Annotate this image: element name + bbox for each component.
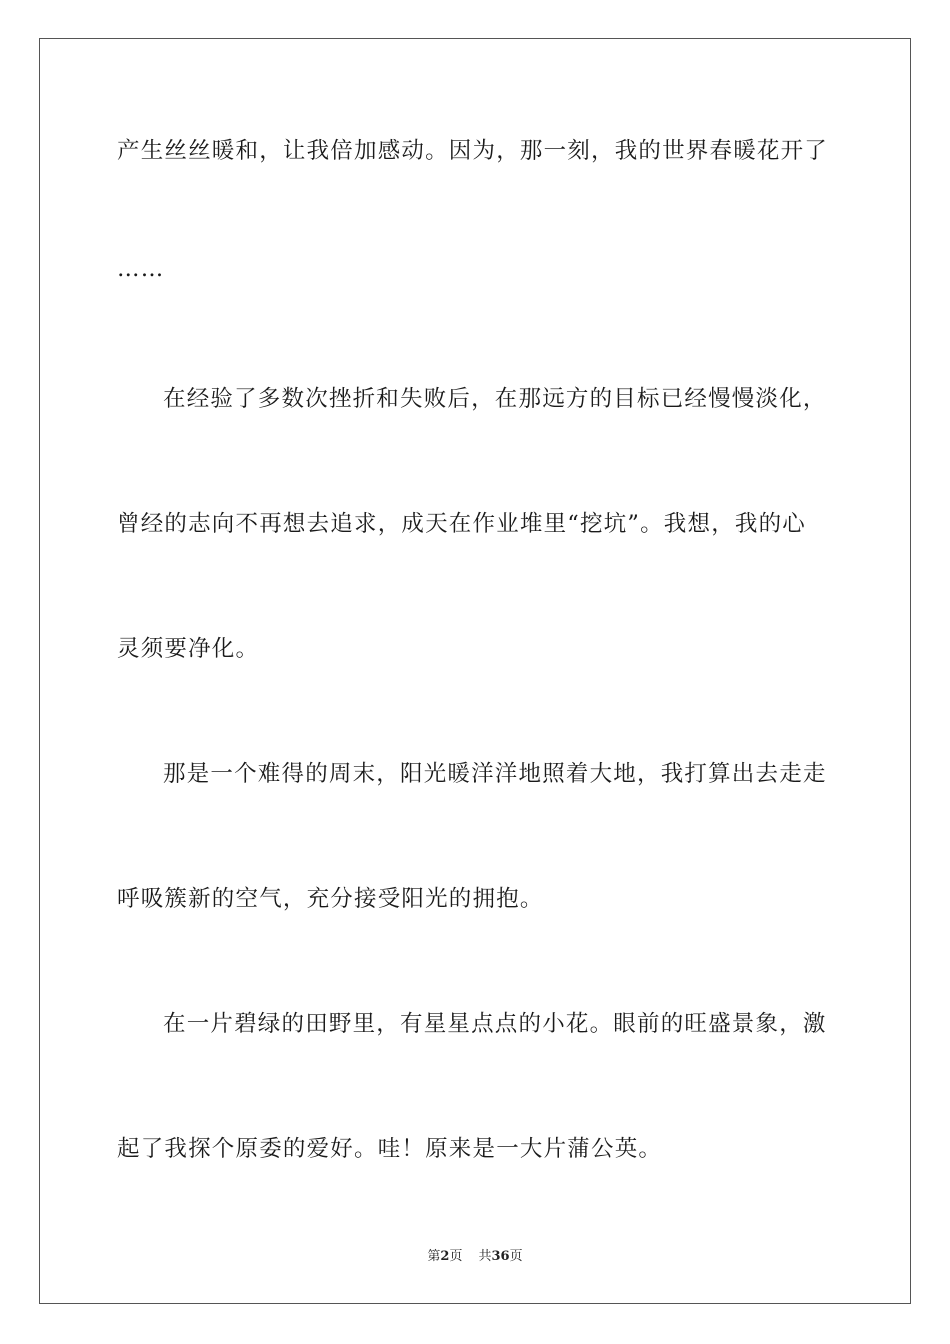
total-pages: 36 bbox=[491, 1249, 510, 1264]
paragraph-line-2: …… bbox=[117, 256, 165, 282]
paragraph-line-6: 那是一个难得的周末，阳光暖洋洋地照着大地，我打算出去走走 bbox=[163, 761, 827, 787]
paragraph-line-4: 曾经的志向不再想去追求，成天在作业堆里“挖坑”。我想，我的心 bbox=[117, 511, 807, 537]
page-footer bbox=[0, 1248, 950, 1266]
total-prefix: 共 bbox=[478, 1249, 492, 1264]
paragraph-line-1: 产生丝丝暖和，让我倍加感动。因为，那一刻，我的世界春暖花开了 bbox=[117, 138, 829, 164]
paragraph-line-7: 呼吸簇新的空气，充分接受阳光的拥抱。 bbox=[117, 886, 544, 912]
total-suffix: 页 bbox=[509, 1249, 523, 1264]
paragraph-line-8: 在一片碧绿的田野里，有星星点点的小花。眼前的旺盛景象，激 bbox=[163, 1011, 827, 1037]
paragraph-line-5: 灵须要净化。 bbox=[117, 636, 260, 662]
paragraph-line-9: 起了我探个原委的爱好。哇！原来是一大片蒲公英。 bbox=[117, 1136, 663, 1162]
page-frame bbox=[39, 38, 911, 1304]
page-prefix: 第 bbox=[427, 1249, 441, 1264]
page-number: 2 bbox=[440, 1249, 450, 1264]
paragraph-line-3: 在经验了多数次挫折和失败后，在那远方的目标已经慢慢淡化， bbox=[163, 386, 827, 412]
page-suffix: 页 bbox=[449, 1249, 463, 1264]
